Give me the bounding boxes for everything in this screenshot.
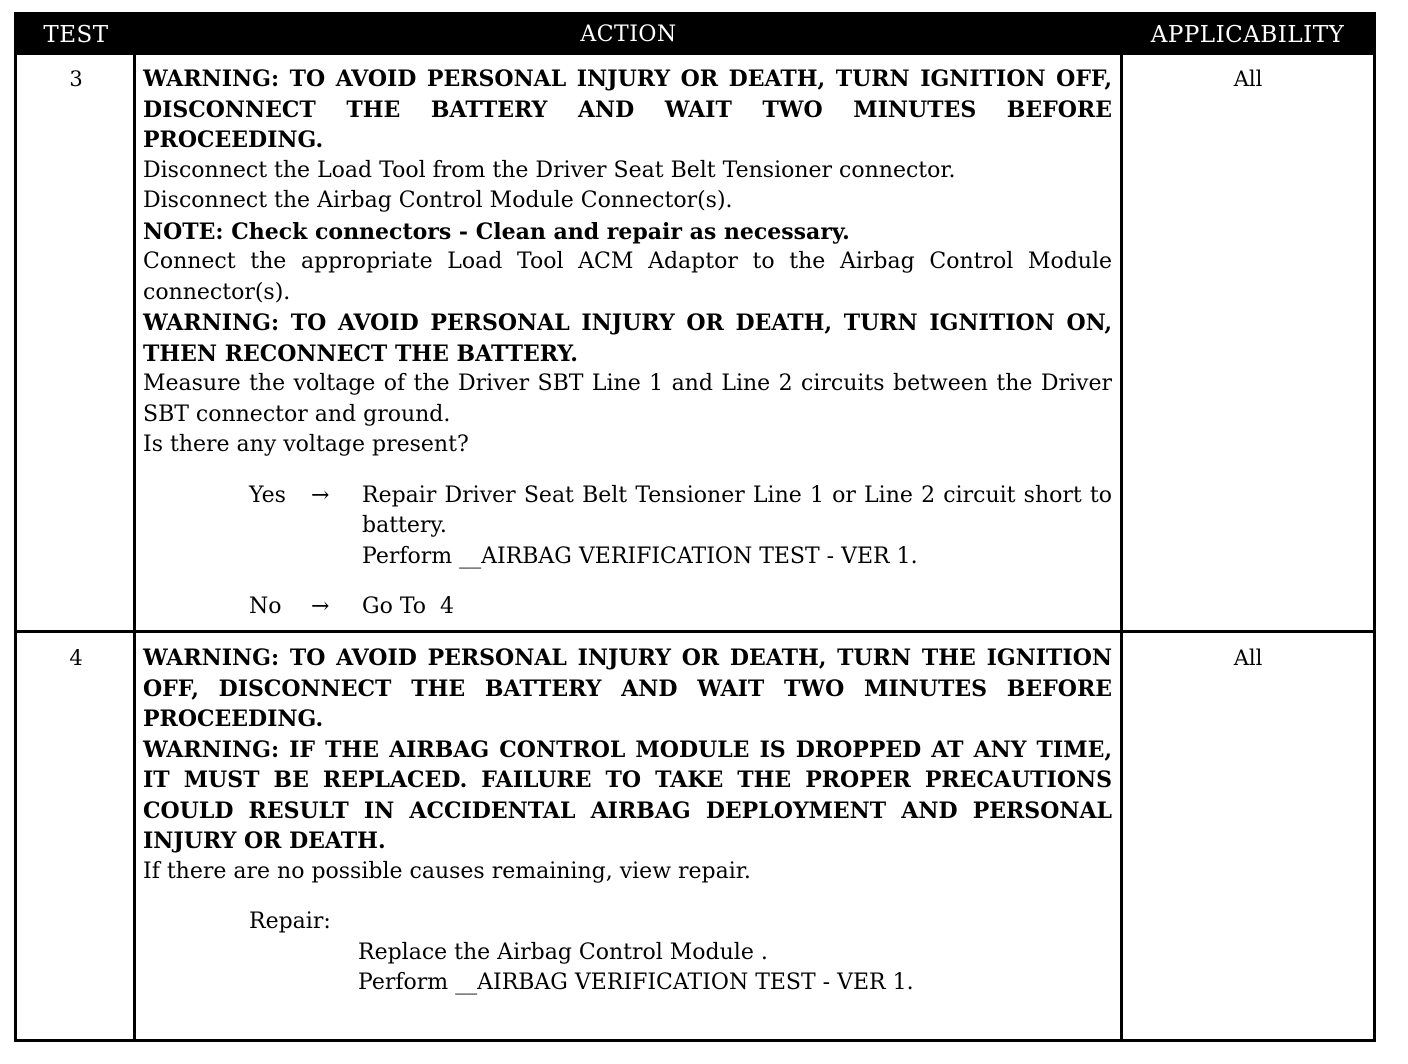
yes-perform-text: Perform __AIRBAG VERIFICATION TEST - VER 1. <box>362 543 918 569</box>
step-text: Connect the appropriate Load Tool ACM Adaptor to the Airbag Control Module connector(s). <box>143 249 1112 305</box>
step-text: Measure the voltage of the Driver SBT Line 1 and Line 2 circuits between the Driver SBT connector and ground. <box>143 371 1112 427</box>
action-cell-3 <box>143 64 1112 623</box>
no-option <box>143 592 1112 623</box>
repair-label: Repair: <box>249 909 331 934</box>
column-divider-2 <box>1120 55 1123 1039</box>
repair-perform-text: Perform __AIRBAG VERIFICATION TEST - VER 1. <box>358 970 914 995</box>
table-header <box>17 15 1373 55</box>
arrow-right-icon: → <box>311 594 330 619</box>
action-cell-4 <box>143 643 1112 999</box>
diagnostic-table <box>14 12 1376 1042</box>
warning-text: WARNING: TO AVOID PERSONAL INJURY OR DEATH, TURN IGNITION OFF, DISCONNECT THE BATTERY AND WAIT TWO MINUTES BEFORE PROCEEDING. <box>143 66 1112 153</box>
test-number-3: 3 <box>69 67 83 91</box>
question-text: Is there any voltage present? <box>143 432 469 457</box>
arrow-right-icon: → <box>311 482 330 508</box>
repair-block <box>143 907 1112 999</box>
test-number-4: 4 <box>69 646 83 670</box>
warning-text: WARNING: IF THE AIRBAG CONTROL MODULE IS DROPPED AT ANY TIME, IT MUST BE REPLACED. FAILURE TO TAKE THE PROPER PRECAUTIONS COULD RESULT IN ACCIDENTAL AIRBAG DEPLOYMENT AND PERSONAL INJURY OR DEATH. <box>143 736 1112 854</box>
yes-option <box>143 481 1112 573</box>
applicability-4: All <box>1233 646 1263 670</box>
warning-text: WARNING: TO AVOID PERSONAL INJURY OR DEATH, TURN IGNITION ON, THEN RECONNECT THE BATTERY. <box>143 310 1112 367</box>
yes-repair-text: Repair Driver Seat Belt Tensioner Line 1 or Line 2 circuit short to battery. <box>362 482 1112 538</box>
repair-replace-text: Replace the Airbag Control Module . <box>358 939 768 965</box>
step-text: Disconnect the Load Tool from the Driver Seat Belt Tensioner connector. <box>143 157 956 183</box>
header-test: TEST <box>43 22 109 48</box>
yes-label: Yes <box>249 482 286 508</box>
step-text: Disconnect the Airbag Control Module Connector(s). <box>143 188 733 213</box>
column-divider-1 <box>133 55 136 1039</box>
warning-text: WARNING: TO AVOID PERSONAL INJURY OR DEATH, TURN THE IGNITION OFF, DISCONNECT THE BATTERY AND WAIT TWO MINUTES BEFORE PROCEEDING. <box>143 645 1112 732</box>
note-text: NOTE: Check connectors - Clean and repair as necessary. <box>143 218 850 245</box>
header-action: ACTION <box>580 22 677 47</box>
step-text: If there are no possible causes remaining, view repair. <box>143 858 751 884</box>
applicability-3: All <box>1233 67 1263 91</box>
goto-link[interactable]: Go To 4 <box>362 594 455 619</box>
header-applicability: APPLICABILITY <box>1150 22 1345 48</box>
row-divider <box>17 630 1373 633</box>
no-label: No <box>249 594 282 619</box>
